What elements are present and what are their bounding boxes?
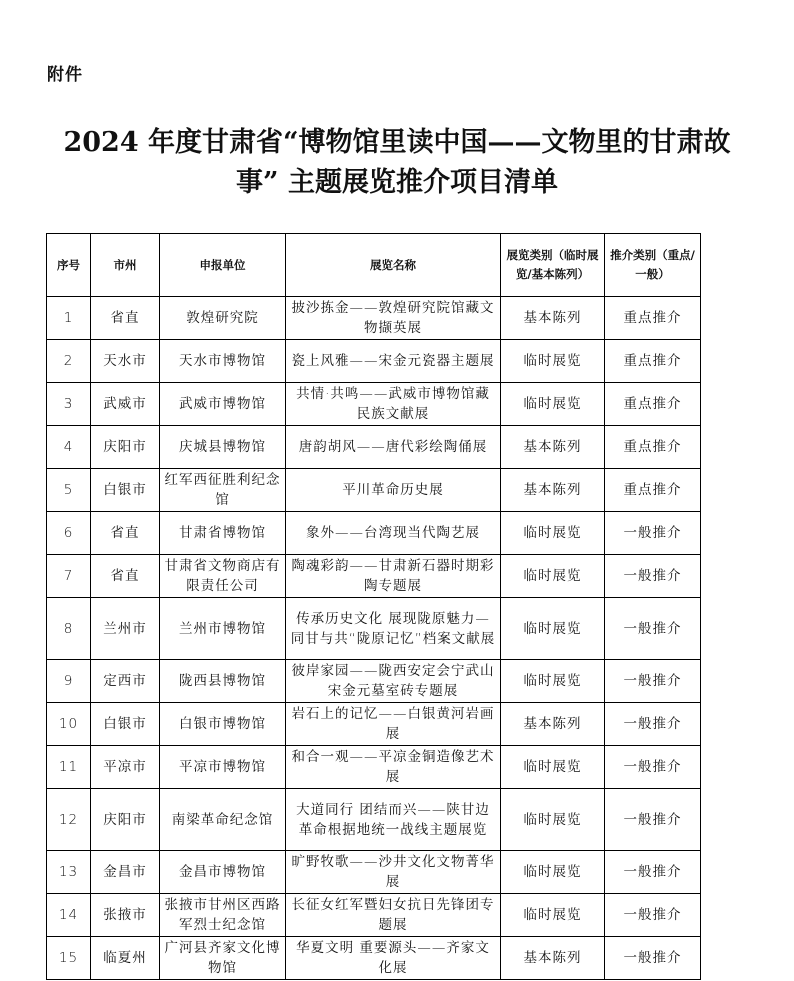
cell-exhibition-type: 临时展览: [501, 340, 605, 383]
cell-city: 临夏州: [91, 937, 160, 980]
cell-exhibition-name: 华夏文明 重要源头——齐家文化展: [286, 937, 501, 980]
cell-no: 4: [47, 426, 91, 469]
cell-no: 8: [47, 598, 91, 660]
table-header-row: [47, 234, 701, 297]
cell-recommend-type: 一般推介: [605, 660, 701, 703]
cell-city: 省直: [91, 555, 160, 598]
cell-city: 省直: [91, 297, 160, 340]
cell-unit: 天水市博物馆: [160, 340, 286, 383]
cell-unit: 金昌市博物馆: [160, 851, 286, 894]
cell-exhibition-type: 临时展览: [501, 555, 605, 598]
table-row: [47, 746, 701, 789]
cell-exhibition-name: 唐韵胡风——唐代彩绘陶俑展: [286, 426, 501, 469]
cell-no: 2: [47, 340, 91, 383]
cell-city: 武威市: [91, 383, 160, 426]
cell-city: 定西市: [91, 660, 160, 703]
header-no: 序号: [47, 234, 91, 297]
cell-city: 张掖市: [91, 894, 160, 937]
cell-exhibition-type: 临时展览: [501, 598, 605, 660]
cell-no: 1: [47, 297, 91, 340]
cell-exhibition-type: 基本陈列: [501, 937, 605, 980]
table-row: [47, 894, 701, 937]
cell-exhibition-type: 基本陈列: [501, 426, 605, 469]
cell-recommend-type: 重点推介: [605, 469, 701, 512]
table-row: [47, 297, 701, 340]
cell-recommend-type: 一般推介: [605, 512, 701, 555]
cell-exhibition-name: 岩石上的记忆——白银黄河岩画展: [286, 703, 501, 746]
table-row: [47, 555, 701, 598]
table-row: [47, 937, 701, 980]
cell-recommend-type: 一般推介: [605, 598, 701, 660]
cell-unit: 白银市博物馆: [160, 703, 286, 746]
cell-recommend-type: 一般推介: [605, 555, 701, 598]
cell-unit: 南梁革命纪念馆: [160, 789, 286, 851]
header-exhibition-type: 展览类别（临时展览/基本陈列）: [501, 234, 605, 297]
cell-exhibition-type: 基本陈列: [501, 469, 605, 512]
table-row: [47, 383, 701, 426]
cell-recommend-type: 重点推介: [605, 340, 701, 383]
cell-exhibition-name: 瓷上风雅——宋金元瓷器主题展: [286, 340, 501, 383]
cell-exhibition-name: 象外——台湾现当代陶艺展: [286, 512, 501, 555]
cell-no: 12: [47, 789, 91, 851]
cell-unit: 甘肃省文物商店有限责任公司: [160, 555, 286, 598]
cell-exhibition-name: 披沙拣金——敦煌研究院馆藏文物撷英展: [286, 297, 501, 340]
cell-exhibition-type: 临时展览: [501, 851, 605, 894]
cell-recommend-type: 一般推介: [605, 937, 701, 980]
cell-exhibition-type: 临时展览: [501, 383, 605, 426]
header-city: 市州: [91, 234, 160, 297]
cell-exhibition-name: 平川革命历史展: [286, 469, 501, 512]
cell-no: 14: [47, 894, 91, 937]
cell-exhibition-name: 和合一观——平凉金铜造像艺术展: [286, 746, 501, 789]
cell-exhibition-name: 彼岸家园——陇西安定会宁武山宋金元墓室砖专题展: [286, 660, 501, 703]
cell-exhibition-name: 长征女红军暨妇女抗日先锋团专题展: [286, 894, 501, 937]
cell-no: 10: [47, 703, 91, 746]
cell-exhibition-type: 临时展览: [501, 660, 605, 703]
cell-no: 5: [47, 469, 91, 512]
table-row: [47, 598, 701, 660]
cell-exhibition-type: 临时展览: [501, 512, 605, 555]
cell-city: 白银市: [91, 469, 160, 512]
table-row: [47, 426, 701, 469]
cell-city: 平凉市: [91, 746, 160, 789]
cell-unit: 广河县齐家文化博物馆: [160, 937, 286, 980]
cell-no: 15: [47, 937, 91, 980]
table-row: [47, 703, 701, 746]
cell-exhibition-type: 基本陈列: [501, 297, 605, 340]
cell-exhibition-type: 临时展览: [501, 746, 605, 789]
table-row: [47, 469, 701, 512]
cell-recommend-type: 重点推介: [605, 426, 701, 469]
cell-unit: 红军西征胜利纪念馆: [160, 469, 286, 512]
header-unit: 申报单位: [160, 234, 286, 297]
attachment-label: 附件: [47, 65, 83, 85]
table-row: [47, 512, 701, 555]
cell-city: 白银市: [91, 703, 160, 746]
cell-no: 6: [47, 512, 91, 555]
cell-city: 庆阳市: [91, 426, 160, 469]
cell-recommend-type: 重点推介: [605, 297, 701, 340]
cell-no: 13: [47, 851, 91, 894]
table-row: [47, 851, 701, 894]
cell-unit: 兰州市博物馆: [160, 598, 286, 660]
cell-unit: 甘肃省博物馆: [160, 512, 286, 555]
cell-recommend-type: 一般推介: [605, 789, 701, 851]
page-title: [30, 123, 764, 203]
cell-recommend-type: 重点推介: [605, 383, 701, 426]
cell-exhibition-name: 旷野牧歌——沙井文化文物菁华展: [286, 851, 501, 894]
table-row: [47, 340, 701, 383]
cell-exhibition-name: 陶魂彩韵——甘肃新石器时期彩陶专题展: [286, 555, 501, 598]
cell-exhibition-name: 大道同行 团结而兴——陕甘边革命根据地统一战线主题展览: [286, 789, 501, 851]
cell-unit: 陇西县博物馆: [160, 660, 286, 703]
cell-city: 省直: [91, 512, 160, 555]
title-line-2: 事” 主题展览推介项目清单: [236, 167, 558, 198]
cell-unit: 平凉市博物馆: [160, 746, 286, 789]
cell-exhibition-type: 基本陈列: [501, 703, 605, 746]
cell-city: 天水市: [91, 340, 160, 383]
cell-unit: 武威市博物馆: [160, 383, 286, 426]
cell-no: 7: [47, 555, 91, 598]
cell-unit: 张掖市甘州区西路军烈士纪念馆: [160, 894, 286, 937]
cell-recommend-type: 一般推介: [605, 703, 701, 746]
cell-exhibition-type: 临时展览: [501, 789, 605, 851]
cell-city: 庆阳市: [91, 789, 160, 851]
cell-no: 9: [47, 660, 91, 703]
cell-unit: 庆城县博物馆: [160, 426, 286, 469]
cell-no: 11: [47, 746, 91, 789]
header-recommend-type: 推介类别（重点/一般）: [605, 234, 701, 297]
cell-exhibition-name: 共情·共鸣——武威市博物馆藏民族文献展: [286, 383, 501, 426]
table-row: [47, 660, 701, 703]
cell-exhibition-type: 临时展览: [501, 894, 605, 937]
cell-recommend-type: 一般推介: [605, 746, 701, 789]
cell-exhibition-name: 传承历史文化 展现陇原魅力—同甘与共“陇原记忆”档案文献展: [286, 598, 501, 660]
cell-recommend-type: 一般推介: [605, 894, 701, 937]
cell-city: 金昌市: [91, 851, 160, 894]
header-exhibition-name: 展览名称: [286, 234, 501, 297]
table-row: [47, 789, 701, 851]
cell-unit: 敦煌研究院: [160, 297, 286, 340]
cell-city: 兰州市: [91, 598, 160, 660]
cell-recommend-type: 一般推介: [605, 851, 701, 894]
title-line-1: 2024 年度甘肃省“博物馆里读中国——文物里的甘肃故: [63, 127, 731, 158]
cell-no: 3: [47, 383, 91, 426]
exhibition-table: [46, 233, 701, 980]
